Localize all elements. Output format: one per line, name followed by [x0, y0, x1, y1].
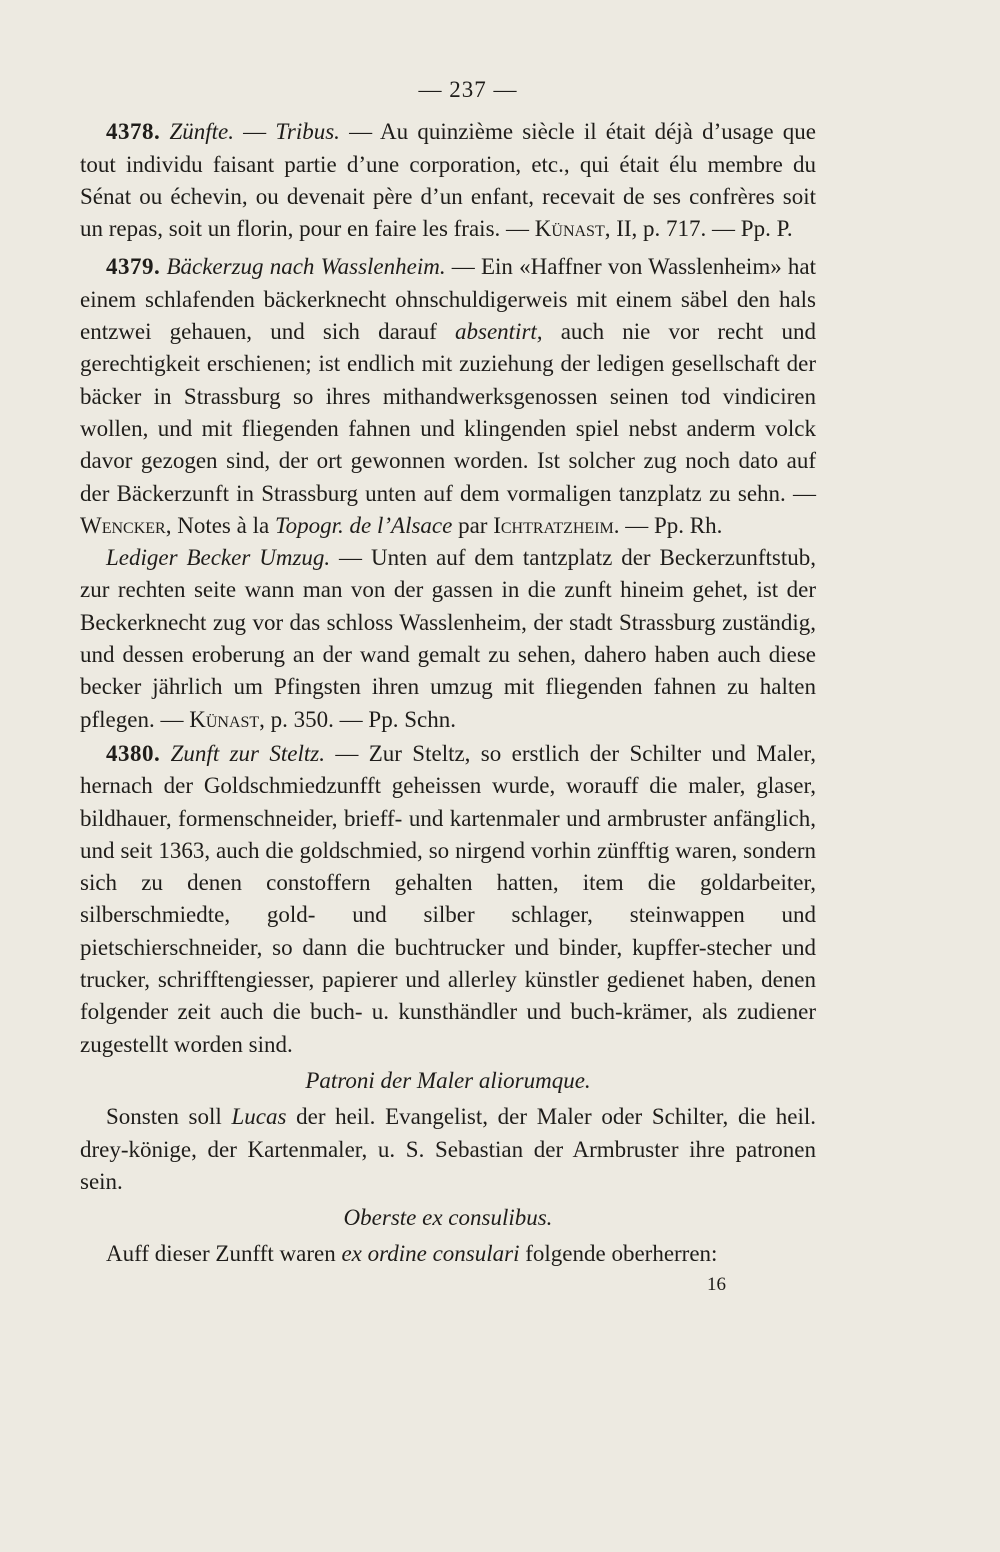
italic-work-title: Topogr. de l’Alsace	[274, 512, 453, 538]
entry-reference: , p. 350. — Pp. Schn.	[259, 706, 456, 732]
paragraph-text-continued: der heil. Evangelist, der Maler oder Schilter, die heil. drey-könige, der Kartenmaler, u. S. Sebastian der Armbruster ihre patronen sein.	[80, 1104, 816, 1194]
subentry-body: — Unten auf dem tantzplatz der Beckerzunftstub, zur rechten seite wann man von der gassen in die zunft hineim gehet, ist der Beckerknecht zug vor das schloss Wasslenheim, der stadt Strassburg zuständig, und dessen eroberung an der wand gemalt zu sehen, dahero haben auch diese becker jährlich um Pfingsten ihren umzug mit fliegenden fahnen zu halten pflegen. —	[80, 545, 816, 732]
entry-4379	[80, 251, 816, 542]
author-name: Künast	[189, 706, 260, 732]
paragraph-patrons	[80, 1101, 816, 1198]
entry-title: Zunft zur Steltz.	[170, 740, 325, 766]
paragraph-oberherren	[80, 1238, 816, 1270]
entry-number: 4378.	[106, 119, 161, 145]
entry-title: Zünfte.	[169, 119, 234, 145]
author-name: Wencker	[80, 512, 166, 538]
page-number: — 237 —	[418, 77, 518, 102]
entry-number: 4380.	[106, 740, 161, 766]
italic-term: absentirt,	[455, 319, 543, 345]
entry-body: — Zur Steltz, so erstlich der Schilter und Maler, hernach der Goldschmiedzunfft geheissen wurde, worauff die maler, glaser, bildhauer, formenschneider, brieff- und kartenmaler und armbruster anfänglich, und seit 1363, auch die goldschmied, so nirgend vorhin zünfftig waren, sondern sich zu denen constoffern gehalten hatten, item die goldarbeiter, silberschmiedte, gold- und silber schlager, steinwappen und pietschierschneider, so dann die buchtrucker und binder, kupffer-stecher und trucker, schrifftengiesser, papierer und allerley künstler gedienet haben, denen folgender zeit auch die buch- u. kunsthändler und buch-krämer, als zudiener zugestellt worden sind.	[80, 740, 817, 1057]
entry-reference: . — Pp. Rh.	[613, 512, 723, 538]
entry-body: — Ein «Haffner von Wasslenheim» hat einem schlafenden bäckerknecht ohnschuldigerweis mit einem säbel den hals entzwei gehauen, und sich darauf	[80, 254, 816, 345]
paragraph-text-continued: folgende oberherren:	[519, 1241, 718, 1267]
paragraph-text: Sonsten soll	[106, 1104, 232, 1130]
entry-body-continued: , Notes à la	[165, 512, 275, 538]
text-column	[80, 74, 816, 1299]
entry-separator: —	[233, 119, 276, 145]
entry-body-continued: par	[452, 512, 494, 538]
entry-body: — Au quinzième siècle il était déjà d’usage que tout individu faisant partie d’une corporation, etc., qui était élu membre du Sénat ou échevin, ou devenait père d’un enfant, recevait de ses confrères soit un repas, soit un florin, pour en faire les frais. —	[80, 119, 817, 242]
entry-body-continued: auch nie vor recht und gerechtigkeit erschienen; ist endlich mit zuziehung der ledigen gesellschaft der bäcker in Strassburg so ihres mithandwerksgenossen seinen tod vindiciren wollen, und mit fliegenden fahnen und klingenden spiel nebst anderm volck davor gezogen sind, der ort gewonnen worden. Ist solcher zug noch dato auf der Bäckerzunft in Strassburg unten auf dem vormaligen tanzplatz zu sehn. —	[80, 319, 816, 506]
entry-number: 4379.	[106, 254, 161, 280]
author-name: Künast	[534, 216, 605, 242]
entry-4379-subentry	[80, 542, 816, 736]
italic-name: Lucas	[231, 1104, 287, 1130]
signature-mark: 16	[707, 1273, 726, 1295]
entry-4380	[80, 738, 816, 1061]
entry-reference: , II, p. 717. — Pp. P.	[604, 216, 793, 242]
section-heading-patroni: Patroni der Maler aliorumque.	[305, 1067, 591, 1093]
subentry-title: Lediger Becker Umzug.	[106, 545, 331, 571]
entry-title-french: Tribus.	[275, 119, 340, 145]
entry-4378	[80, 116, 816, 245]
paragraph-text: Auff dieser Zunfft waren	[106, 1241, 342, 1267]
author-name: Ichtratzheim	[493, 512, 614, 538]
italic-phrase: ex ordine consulari	[341, 1241, 520, 1267]
entry-title: Bäckerzug nach Wasslenheim.	[166, 254, 446, 280]
section-heading-oberste: Oberste ex consulibus.	[343, 1205, 553, 1231]
